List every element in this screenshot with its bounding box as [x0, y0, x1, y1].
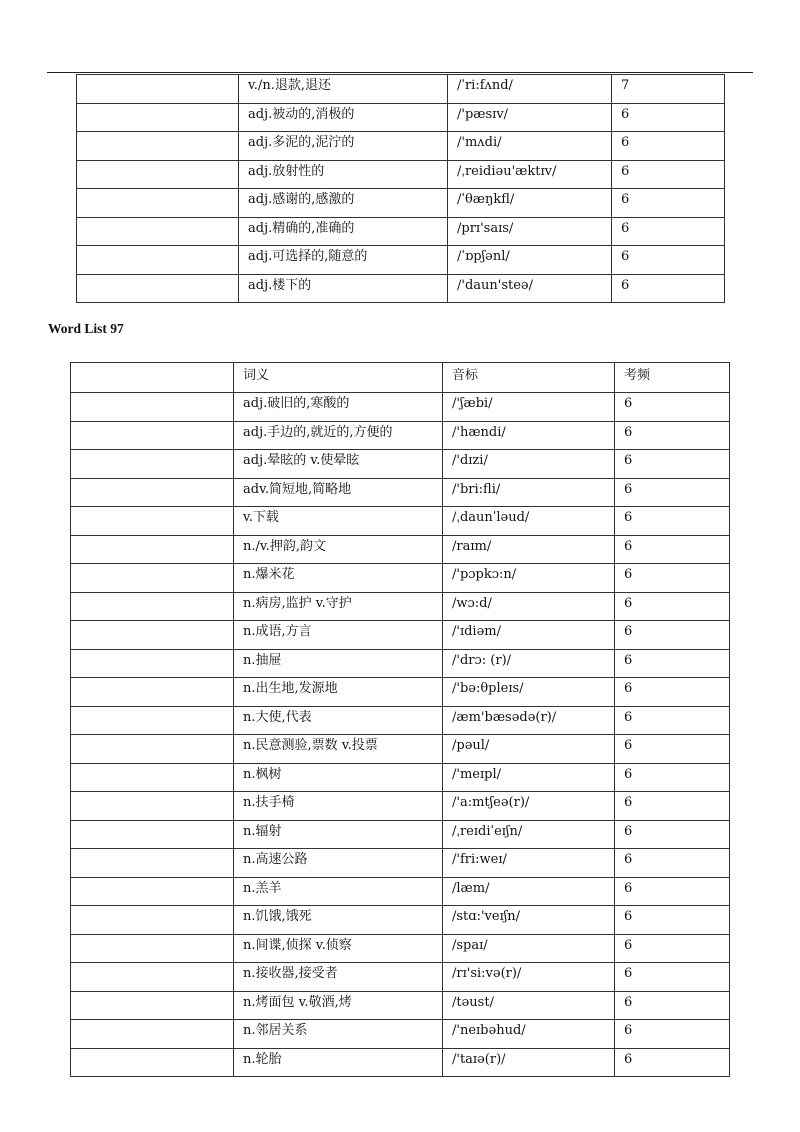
- frequency-cell: 6: [612, 246, 725, 275]
- meaning-cell: n.间谍,侦探 v.侦察: [234, 934, 443, 963]
- meaning-cell: adj.破旧的,寒酸的: [234, 393, 443, 422]
- phonetic-cell: /təust/: [443, 991, 615, 1020]
- frequency-cell: 6: [615, 820, 730, 849]
- table-row: [77, 132, 725, 161]
- frequency-cell: 6: [615, 963, 730, 992]
- phonetic-cell: /ˈri:fʌnd/: [448, 75, 612, 104]
- table-row: [77, 160, 725, 189]
- meaning-cell: n.爆米花: [234, 564, 443, 593]
- table-row: [77, 274, 725, 303]
- frequency-cell: 6: [615, 706, 730, 735]
- meaning-cell: n.成语,方言: [234, 621, 443, 650]
- word-cell: [71, 621, 234, 650]
- word-cell: [77, 103, 239, 132]
- word-cell: [71, 1048, 234, 1077]
- word-cell: [71, 792, 234, 821]
- phonetic-cell: /'fri:weɪ/: [443, 849, 615, 878]
- word-cell: [71, 963, 234, 992]
- frequency-cell: 6: [615, 393, 730, 422]
- meaning-cell: adj.可选择的,随意的: [239, 246, 448, 275]
- meaning-cell: n.饥饿,饿死: [234, 906, 443, 935]
- word-cell: [71, 450, 234, 479]
- table-row: [71, 621, 730, 650]
- word-cell: [77, 160, 239, 189]
- frequency-cell: 6: [615, 763, 730, 792]
- phonetic-cell: /'pɔpkɔ:n/: [443, 564, 615, 593]
- frequency-cell: 6: [615, 507, 730, 536]
- frequency-cell: 6: [615, 735, 730, 764]
- meaning-cell: n.扶手椅: [234, 792, 443, 821]
- word-cell: [71, 934, 234, 963]
- meaning-cell: n.出生地,发源地: [234, 678, 443, 707]
- word-cell: [71, 906, 234, 935]
- word-cell: [77, 189, 239, 218]
- frequency-cell: 6: [615, 621, 730, 650]
- meaning-cell: n.抽屉: [234, 649, 443, 678]
- phonetic-cell: /ˌreɪdiˈeɪʃn/: [443, 820, 615, 849]
- meaning-cell: n./v.押韵,韵文: [234, 535, 443, 564]
- word-cell: [77, 246, 239, 275]
- phonetic-cell: /'bə:θpleɪs/: [443, 678, 615, 707]
- word-cell: [77, 217, 239, 246]
- table-row: [71, 1048, 730, 1077]
- phonetic-cell: /raɪm/: [443, 535, 615, 564]
- frequency-cell: 6: [615, 649, 730, 678]
- frequency-cell: 6: [615, 450, 730, 479]
- meaning-cell: adj.被动的,消极的: [239, 103, 448, 132]
- phonetic-cell: /'dɪzi/: [443, 450, 615, 479]
- table-row: [71, 763, 730, 792]
- table-row: [71, 649, 730, 678]
- header-frequency: 考频: [615, 363, 730, 393]
- frequency-cell: 6: [615, 1048, 730, 1077]
- table-row: [71, 507, 730, 536]
- table-row: [71, 706, 730, 735]
- phonetic-cell: /'ʃæbi/: [443, 393, 615, 422]
- word-cell: [71, 735, 234, 764]
- meaning-cell: adj.多泥的,泥泞的: [239, 132, 448, 161]
- meaning-cell: adj.楼下的: [239, 274, 448, 303]
- word-list-title: Word List 97: [48, 321, 124, 336]
- phonetic-cell: /'bri:fli/: [443, 478, 615, 507]
- frequency-cell: 6: [615, 535, 730, 564]
- phonetic-cell: /ˈθæŋkfl/: [448, 189, 612, 218]
- phonetic-cell: /'hændi/: [443, 421, 615, 450]
- table-row: [71, 792, 730, 821]
- table-row: [71, 421, 730, 450]
- word-cell: [71, 421, 234, 450]
- phonetic-cell: /'mʌdi/: [448, 132, 612, 161]
- table-row: [71, 1020, 730, 1049]
- meaning-cell: n.辐射: [234, 820, 443, 849]
- meaning-cell: n.烤面包 v.敬酒,烤: [234, 991, 443, 1020]
- meaning-cell: adj.晕眩的 v.使晕眩: [234, 450, 443, 479]
- table-row: [71, 592, 730, 621]
- word-cell: [71, 649, 234, 678]
- word-cell: [71, 877, 234, 906]
- phonetic-cell: /ˈɒpʃənl/: [448, 246, 612, 275]
- table-row: [71, 991, 730, 1020]
- table-row: [71, 393, 730, 422]
- meaning-cell: n.轮胎: [234, 1048, 443, 1077]
- table-row: [77, 103, 725, 132]
- table-row: [77, 75, 725, 104]
- word-cell: [71, 763, 234, 792]
- word-cell: [71, 706, 234, 735]
- frequency-cell: 6: [615, 877, 730, 906]
- table-row: [71, 678, 730, 707]
- frequency-cell: 6: [612, 217, 725, 246]
- header-blank-cell: [71, 363, 234, 393]
- phonetic-cell: /'taɪə(r)/: [443, 1048, 615, 1077]
- phonetic-cell: /spaɪ/: [443, 934, 615, 963]
- phonetic-cell: /'drɔ: (r)/: [443, 649, 615, 678]
- phonetic-cell: /'daun'steə/: [448, 274, 612, 303]
- meaning-cell: n.邻居关系: [234, 1020, 443, 1049]
- table-row: [77, 246, 725, 275]
- phonetic-cell: /pəul/: [443, 735, 615, 764]
- meaning-cell: v./n.退款,退还: [239, 75, 448, 104]
- meaning-cell: adj.放射性的: [239, 160, 448, 189]
- table-row: [71, 934, 730, 963]
- word-cell: [71, 535, 234, 564]
- word-cell: [71, 678, 234, 707]
- frequency-cell: 6: [615, 678, 730, 707]
- word-cell: [71, 393, 234, 422]
- frequency-cell: 6: [612, 103, 725, 132]
- table-row: [71, 450, 730, 479]
- table-row: [71, 906, 730, 935]
- word-cell: [77, 132, 239, 161]
- table-row: [77, 189, 725, 218]
- word-cell: [71, 564, 234, 593]
- frequency-cell: 6: [615, 934, 730, 963]
- meaning-cell: n.高速公路: [234, 849, 443, 878]
- meaning-cell: v.下载: [234, 507, 443, 536]
- frequency-cell: 6: [615, 421, 730, 450]
- phonetic-cell: /ˌdaunˈləud/: [443, 507, 615, 536]
- frequency-cell: 6: [615, 564, 730, 593]
- phonetic-cell: /prɪ'saɪs/: [448, 217, 612, 246]
- header-phonetic: 音标: [443, 363, 615, 393]
- phonetic-cell: /'neɪbəhud/: [443, 1020, 615, 1049]
- frequency-cell: 6: [615, 792, 730, 821]
- phonetic-cell: /læm/: [443, 877, 615, 906]
- frequency-cell: 6: [615, 906, 730, 935]
- meaning-cell: n.羔羊: [234, 877, 443, 906]
- phonetic-cell: /æm'bæsədə(r)/: [443, 706, 615, 735]
- table-row: [71, 877, 730, 906]
- table-row: [71, 535, 730, 564]
- phonetic-cell: /stɑ:'veɪʃn/: [443, 906, 615, 935]
- word-cell: [71, 991, 234, 1020]
- header-meaning: 词义: [234, 363, 443, 393]
- meaning-cell: n.接收器,接受者: [234, 963, 443, 992]
- table-row: [71, 849, 730, 878]
- vocab-table-continued: [76, 74, 725, 303]
- word-cell: [71, 1020, 234, 1049]
- meaning-cell: n.枫树: [234, 763, 443, 792]
- top-rule: [47, 72, 753, 73]
- frequency-cell: 6: [615, 1020, 730, 1049]
- table-row: [71, 478, 730, 507]
- frequency-cell: 6: [612, 189, 725, 218]
- table-row: [77, 217, 725, 246]
- word-cell: [77, 75, 239, 104]
- phonetic-cell: /rɪ'si:və(r)/: [443, 963, 615, 992]
- phonetic-cell: /'ɪdiəm/: [443, 621, 615, 650]
- word-cell: [77, 274, 239, 303]
- word-list-97-table: [70, 362, 730, 1077]
- frequency-cell: 6: [612, 274, 725, 303]
- table-row: [71, 735, 730, 764]
- frequency-cell: 6: [615, 478, 730, 507]
- meaning-cell: n.大使,代表: [234, 706, 443, 735]
- phonetic-cell: /'pæsɪv/: [448, 103, 612, 132]
- meaning-cell: n.民意测验,票数 v.投票: [234, 735, 443, 764]
- word-cell: [71, 592, 234, 621]
- phonetic-cell: /'a:mtʃeə(r)/: [443, 792, 615, 821]
- meaning-cell: adj.感谢的,感激的: [239, 189, 448, 218]
- frequency-cell: 7: [612, 75, 725, 104]
- frequency-cell: 6: [612, 160, 725, 189]
- phonetic-cell: /'meɪpl/: [443, 763, 615, 792]
- meaning-cell: n.病房,监护 v.守护: [234, 592, 443, 621]
- meaning-cell: adv.简短地,简略地: [234, 478, 443, 507]
- frequency-cell: 6: [615, 849, 730, 878]
- word-cell: [71, 820, 234, 849]
- word-cell: [71, 478, 234, 507]
- table-row: [71, 564, 730, 593]
- frequency-cell: 6: [612, 132, 725, 161]
- table-header-row: [71, 363, 730, 393]
- meaning-cell: adj.手边的,就近的,方便的: [234, 421, 443, 450]
- phonetic-cell: /ˌreidiəu'æktɪv/: [448, 160, 612, 189]
- word-cell: [71, 507, 234, 536]
- word-cell: [71, 849, 234, 878]
- phonetic-cell: /wɔ:d/: [443, 592, 615, 621]
- frequency-cell: 6: [615, 592, 730, 621]
- frequency-cell: 6: [615, 991, 730, 1020]
- meaning-cell: adj.精确的,准确的: [239, 217, 448, 246]
- table-row: [71, 820, 730, 849]
- table-row: [71, 963, 730, 992]
